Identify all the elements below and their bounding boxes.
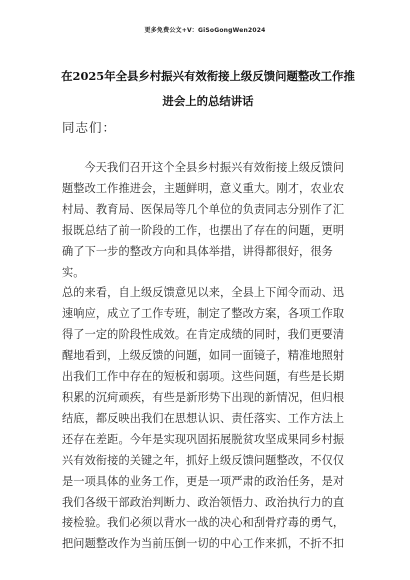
document-body: [62, 158, 354, 555]
document-title: 在2025年全县乡村振兴有效衔接上级反馈问题整改工作推进会上的总结讲话: [61, 69, 355, 108]
salutation: 同志们：: [62, 120, 117, 135]
paragraph-1: 今天我们召开这个全县乡村振兴有效衔接上级反馈问题整改工作推进会，主题鲜明，意义重大。刚才，农业农村局、教育局、医保局等几个单位的负责同志分别作了汇报既总结了前一阶段的工作，也摆出了存在的问题，更明确了下一步的整改方向和具体举措，讲得都很好，很务实。: [62, 161, 345, 279]
paragraph-2: 总的来看，自上级反馈意见以来，全县上下闻令而动、迅速响应，成立了工作专班，制定了整改方案，各项工作取得了一定的阶段性成效。在肯定成绩的同时，我们更要清醒地看到，上级反馈的问题，如同一面镜子，精准地照射出我们工作中存在的短板和弱项。这些问题，有些是长期积累的沉疴顽疾，有些是新形势下出现的新情况，但归根结底，都反映出我们在思想认识、责任落实、工作方法上还存在差距。今年是实现巩固拓展脱贫攻坚成果同乡村振兴有效衔接的关键之年，抓好上级反馈问题整改，不仅仅是一项具体的业务工作，更是一项严肃的政治任务，是对我们各级干部政治判断力、政治领悟力、政治执行力的直接检验。我们必须以背水一战的决心和刮骨疗毒的勇气，把问题整改作为当前压倒一切的中心工作来抓，不折不扣: [62, 286, 345, 551]
header-note: 更多免费公文+V：GiSoGongWen2024: [144, 27, 266, 34]
